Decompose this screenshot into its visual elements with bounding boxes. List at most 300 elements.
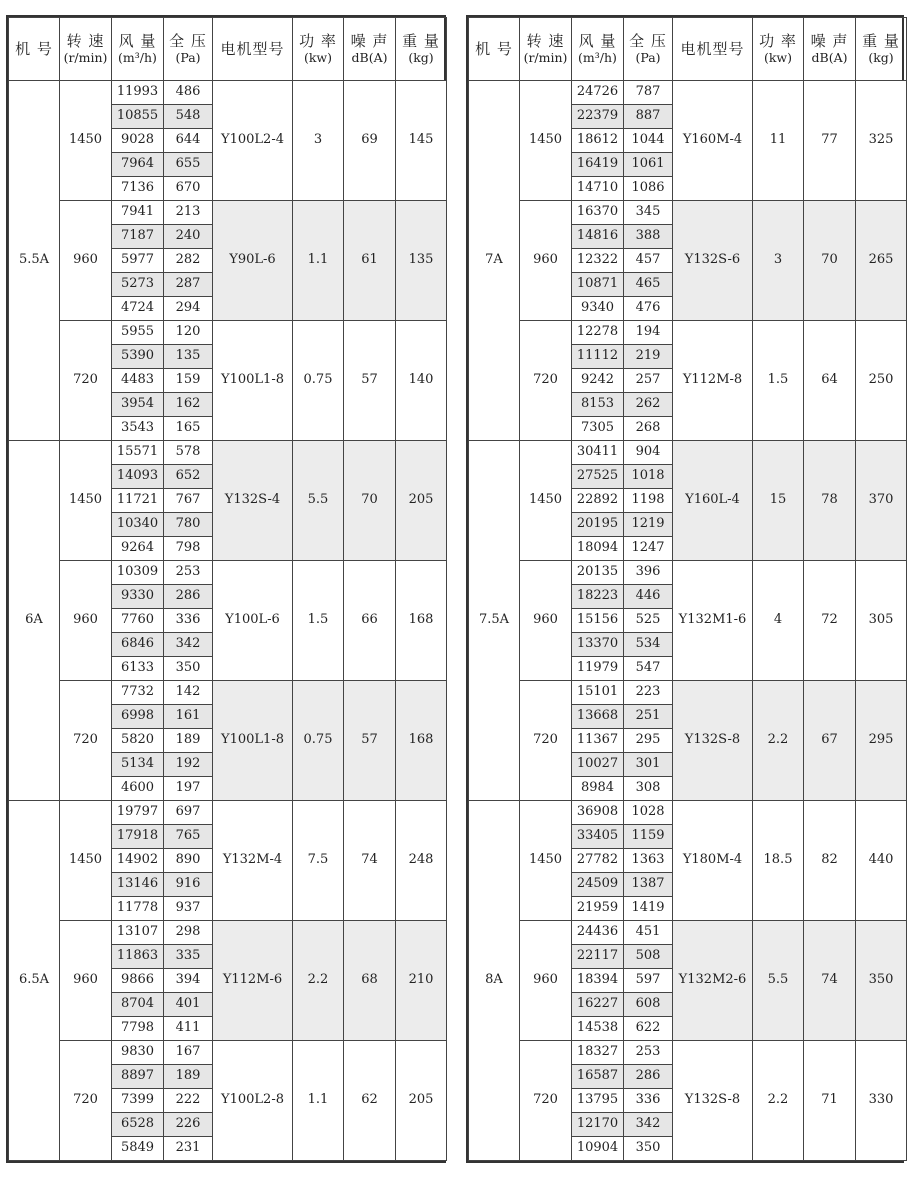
flow-cell: 11863 — [112, 945, 164, 969]
flow-cell: 10309 — [112, 561, 164, 585]
header-weight: 重 量 (kg) — [856, 18, 907, 81]
flow-cell: 6998 — [112, 705, 164, 729]
flow-cell: 5820 — [112, 729, 164, 753]
pressure-cell: 194 — [624, 321, 673, 345]
pressure-cell: 1018 — [624, 465, 673, 489]
motor-cell: Y160L-4 — [673, 441, 753, 561]
flow-cell: 16587 — [572, 1065, 624, 1089]
pressure-cell: 765 — [164, 825, 213, 849]
flow-cell: 5849 — [112, 1137, 164, 1161]
pressure-cell: 350 — [164, 657, 213, 681]
pressure-cell: 1219 — [624, 513, 673, 537]
power-cell: 1.1 — [293, 1041, 344, 1161]
motor-cell: Y132S-8 — [673, 681, 753, 801]
weight-cell: 330 — [856, 1041, 907, 1161]
pressure-cell: 336 — [164, 609, 213, 633]
pressure-cell: 345 — [624, 201, 673, 225]
weight-cell: 140 — [396, 321, 447, 441]
flow-cell: 11721 — [112, 489, 164, 513]
speed-cell: 720 — [60, 321, 112, 441]
speed-cell: 960 — [520, 561, 572, 681]
flow-cell: 4483 — [112, 369, 164, 393]
flow-cell: 11367 — [572, 729, 624, 753]
flow-cell: 22379 — [572, 105, 624, 129]
pressure-cell: 394 — [164, 969, 213, 993]
pressure-cell: 890 — [164, 849, 213, 873]
flow-cell: 7305 — [572, 417, 624, 441]
spec-table-body — [469, 81, 907, 1161]
pressure-cell: 219 — [624, 345, 673, 369]
spec-table-body — [9, 81, 447, 1161]
power-cell: 3 — [293, 81, 344, 201]
motor-cell: Y112M-8 — [673, 321, 753, 441]
pressure-cell: 308 — [624, 777, 673, 801]
flow-cell: 13668 — [572, 705, 624, 729]
model-cell: 5.5A — [9, 81, 60, 441]
pressure-cell: 223 — [624, 681, 673, 705]
pressure-cell: 1086 — [624, 177, 673, 201]
flow-cell: 9028 — [112, 129, 164, 153]
noise-cell: 57 — [344, 681, 396, 801]
header-weight: 重 量 (kg) — [396, 18, 447, 81]
flow-cell: 12278 — [572, 321, 624, 345]
table-row — [469, 81, 907, 105]
pressure-cell: 197 — [164, 777, 213, 801]
table-row — [9, 441, 447, 465]
power-cell: 5.5 — [753, 921, 804, 1041]
motor-cell: Y100L1-8 — [213, 321, 293, 441]
pressure-cell: 486 — [164, 81, 213, 105]
weight-cell: 440 — [856, 801, 907, 921]
pressure-cell: 476 — [624, 297, 673, 321]
flow-cell: 24509 — [572, 873, 624, 897]
flow-cell: 14902 — [112, 849, 164, 873]
flow-cell: 10340 — [112, 513, 164, 537]
motor-cell: Y100L2-4 — [213, 81, 293, 201]
table-row — [469, 801, 907, 825]
speed-cell: 960 — [60, 561, 112, 681]
header-power: 功 率 (kw) — [293, 18, 344, 81]
pressure-cell: 1044 — [624, 129, 673, 153]
flow-cell: 24436 — [572, 921, 624, 945]
pressure-cell: 159 — [164, 369, 213, 393]
noise-cell: 74 — [344, 801, 396, 921]
table-row — [9, 321, 447, 345]
flow-cell: 11979 — [572, 657, 624, 681]
pressure-cell: 547 — [624, 657, 673, 681]
flow-cell: 8153 — [572, 393, 624, 417]
speed-cell: 1450 — [520, 441, 572, 561]
power-cell: 1.1 — [293, 201, 344, 321]
flow-cell: 7732 — [112, 681, 164, 705]
header-model: 机 号 — [9, 18, 60, 81]
pressure-cell: 253 — [164, 561, 213, 585]
flow-cell: 12322 — [572, 249, 624, 273]
noise-cell: 70 — [344, 441, 396, 561]
pressure-cell: 189 — [164, 1065, 213, 1089]
pressure-cell: 336 — [624, 1089, 673, 1113]
noise-cell: 61 — [344, 201, 396, 321]
pressure-cell: 342 — [164, 633, 213, 657]
pressure-cell: 525 — [624, 609, 673, 633]
noise-cell: 68 — [344, 921, 396, 1041]
pressure-cell: 1363 — [624, 849, 673, 873]
power-cell: 15 — [753, 441, 804, 561]
flow-cell: 9330 — [112, 585, 164, 609]
pressure-cell: 1028 — [624, 801, 673, 825]
flow-cell: 6846 — [112, 633, 164, 657]
weight-cell: 265 — [856, 201, 907, 321]
header-noise: 噪 声 dB(A) — [344, 18, 396, 81]
noise-cell: 66 — [344, 561, 396, 681]
noise-cell: 62 — [344, 1041, 396, 1161]
pressure-cell: 1198 — [624, 489, 673, 513]
flow-cell: 36908 — [572, 801, 624, 825]
weight-cell: 168 — [396, 681, 447, 801]
model-cell: 6.5A — [9, 801, 60, 1161]
pressure-cell: 578 — [164, 441, 213, 465]
speed-cell: 1450 — [60, 81, 112, 201]
weight-cell: 168 — [396, 561, 447, 681]
table-row — [9, 201, 447, 225]
flow-cell: 13146 — [112, 873, 164, 897]
noise-cell: 67 — [804, 681, 856, 801]
flow-cell: 18094 — [572, 537, 624, 561]
flow-cell: 9242 — [572, 369, 624, 393]
pressure-cell: 451 — [624, 921, 673, 945]
noise-cell: 70 — [804, 201, 856, 321]
motor-cell: Y100L1-8 — [213, 681, 293, 801]
speed-cell: 720 — [60, 1041, 112, 1161]
pressure-cell: 767 — [164, 489, 213, 513]
flow-cell: 5977 — [112, 249, 164, 273]
noise-cell: 74 — [804, 921, 856, 1041]
spec-table-left — [6, 15, 446, 1163]
power-cell: 2.2 — [753, 1041, 804, 1161]
speed-cell: 720 — [520, 681, 572, 801]
weight-cell: 250 — [856, 321, 907, 441]
flow-cell: 20135 — [572, 561, 624, 585]
pressure-cell: 295 — [624, 729, 673, 753]
speed-cell: 720 — [520, 1041, 572, 1161]
fan-spec-table — [8, 17, 447, 1161]
pressure-cell: 916 — [164, 873, 213, 897]
pressure-cell: 396 — [624, 561, 673, 585]
pressure-cell: 670 — [164, 177, 213, 201]
noise-cell: 78 — [804, 441, 856, 561]
flow-cell: 10855 — [112, 105, 164, 129]
flow-cell: 15156 — [572, 609, 624, 633]
pressure-cell: 534 — [624, 633, 673, 657]
pressure-cell: 446 — [624, 585, 673, 609]
noise-cell: 64 — [804, 321, 856, 441]
pressure-cell: 192 — [164, 753, 213, 777]
model-cell: 6A — [9, 441, 60, 801]
pressure-cell: 167 — [164, 1041, 213, 1065]
table-row — [9, 921, 447, 945]
header-noise: 噪 声 dB(A) — [804, 18, 856, 81]
speed-cell: 960 — [520, 201, 572, 321]
table-row — [469, 201, 907, 225]
flow-cell: 11993 — [112, 81, 164, 105]
flow-cell: 19797 — [112, 801, 164, 825]
flow-cell: 18327 — [572, 1041, 624, 1065]
pressure-cell: 286 — [164, 585, 213, 609]
weight-cell: 370 — [856, 441, 907, 561]
weight-cell: 135 — [396, 201, 447, 321]
pressure-cell: 162 — [164, 393, 213, 417]
power-cell: 1.5 — [753, 321, 804, 441]
power-cell: 2.2 — [753, 681, 804, 801]
table-row — [469, 681, 907, 705]
flow-cell: 27782 — [572, 849, 624, 873]
motor-cell: Y180M-4 — [673, 801, 753, 921]
flow-cell: 4724 — [112, 297, 164, 321]
model-cell: 7A — [469, 81, 520, 441]
flow-cell: 27525 — [572, 465, 624, 489]
motor-cell: Y132S-8 — [673, 1041, 753, 1161]
table-row — [469, 321, 907, 345]
speed-cell: 1450 — [520, 801, 572, 921]
spec-table-right — [466, 15, 904, 1163]
pressure-cell: 240 — [164, 225, 213, 249]
table-row — [9, 1041, 447, 1065]
table-row — [9, 681, 447, 705]
flow-cell: 33405 — [572, 825, 624, 849]
pressure-cell: 213 — [164, 201, 213, 225]
noise-cell: 82 — [804, 801, 856, 921]
model-cell: 7.5A — [469, 441, 520, 801]
motor-cell: Y132M2-6 — [673, 921, 753, 1041]
flow-cell: 7399 — [112, 1089, 164, 1113]
weight-cell: 295 — [856, 681, 907, 801]
weight-cell: 205 — [396, 1041, 447, 1161]
flow-cell: 22117 — [572, 945, 624, 969]
flow-cell: 8897 — [112, 1065, 164, 1089]
flow-cell: 7941 — [112, 201, 164, 225]
pressure-cell: 350 — [624, 1137, 673, 1161]
flow-cell: 15101 — [572, 681, 624, 705]
flow-cell: 21959 — [572, 897, 624, 921]
flow-cell: 8704 — [112, 993, 164, 1017]
pressure-cell: 937 — [164, 897, 213, 921]
flow-cell: 22892 — [572, 489, 624, 513]
flow-cell: 16370 — [572, 201, 624, 225]
flow-cell: 14816 — [572, 225, 624, 249]
pressure-cell: 697 — [164, 801, 213, 825]
pressure-cell: 401 — [164, 993, 213, 1017]
weight-cell: 205 — [396, 441, 447, 561]
header-flow: 风 量 (m³/h) — [112, 18, 164, 81]
noise-cell: 71 — [804, 1041, 856, 1161]
flow-cell: 11112 — [572, 345, 624, 369]
pressure-cell: 282 — [164, 249, 213, 273]
flow-cell: 7964 — [112, 153, 164, 177]
flow-cell: 7760 — [112, 609, 164, 633]
fan-spec-table — [468, 17, 907, 1161]
pressure-cell: 548 — [164, 105, 213, 129]
speed-cell: 1450 — [60, 441, 112, 561]
motor-cell: Y160M-4 — [673, 81, 753, 201]
power-cell: 3 — [753, 201, 804, 321]
flow-cell: 13107 — [112, 921, 164, 945]
pressure-cell: 652 — [164, 465, 213, 489]
noise-cell: 77 — [804, 81, 856, 201]
pressure-cell: 135 — [164, 345, 213, 369]
power-cell: 0.75 — [293, 321, 344, 441]
header-pressure: 全 压 (Pa) — [164, 18, 213, 81]
flow-cell: 3543 — [112, 417, 164, 441]
flow-cell: 14538 — [572, 1017, 624, 1041]
model-cell: 8A — [469, 801, 520, 1161]
pressure-cell: 597 — [624, 969, 673, 993]
flow-cell: 10027 — [572, 753, 624, 777]
flow-cell: 7187 — [112, 225, 164, 249]
weight-cell: 145 — [396, 81, 447, 201]
motor-cell: Y132S-6 — [673, 201, 753, 321]
pressure-cell: 301 — [624, 753, 673, 777]
pressure-cell: 298 — [164, 921, 213, 945]
pressure-cell: 780 — [164, 513, 213, 537]
flow-cell: 5390 — [112, 345, 164, 369]
pressure-cell: 1387 — [624, 873, 673, 897]
flow-cell: 30411 — [572, 441, 624, 465]
flow-cell: 8984 — [572, 777, 624, 801]
pressure-cell: 465 — [624, 273, 673, 297]
pressure-cell: 644 — [164, 129, 213, 153]
pressure-cell: 251 — [624, 705, 673, 729]
power-cell: 0.75 — [293, 681, 344, 801]
power-cell: 18.5 — [753, 801, 804, 921]
flow-cell: 13370 — [572, 633, 624, 657]
header-speed: 转 速 (r/min) — [60, 18, 112, 81]
pressure-cell: 1419 — [624, 897, 673, 921]
pressure-cell: 335 — [164, 945, 213, 969]
pressure-cell: 787 — [624, 81, 673, 105]
pressure-cell: 1061 — [624, 153, 673, 177]
flow-cell: 6528 — [112, 1113, 164, 1137]
weight-cell: 210 — [396, 921, 447, 1041]
weight-cell: 248 — [396, 801, 447, 921]
header-speed: 转 速 (r/min) — [520, 18, 572, 81]
table-row — [469, 561, 907, 585]
table-row — [469, 441, 907, 465]
table-row — [9, 801, 447, 825]
header-flow: 风 量 (m³/h) — [572, 18, 624, 81]
motor-cell: Y112M-6 — [213, 921, 293, 1041]
pressure-cell: 1247 — [624, 537, 673, 561]
pressure-cell: 608 — [624, 993, 673, 1017]
flow-cell: 18394 — [572, 969, 624, 993]
speed-cell: 960 — [60, 201, 112, 321]
speed-cell: 720 — [60, 681, 112, 801]
flow-cell: 24726 — [572, 81, 624, 105]
weight-cell: 325 — [856, 81, 907, 201]
flow-cell: 18223 — [572, 585, 624, 609]
table-row — [9, 561, 447, 585]
flow-cell: 6133 — [112, 657, 164, 681]
pressure-cell: 262 — [624, 393, 673, 417]
header-motor: 电机型号 — [673, 18, 753, 81]
pressure-cell: 294 — [164, 297, 213, 321]
flow-cell: 11778 — [112, 897, 164, 921]
pressure-cell: 222 — [164, 1089, 213, 1113]
flow-cell: 9264 — [112, 537, 164, 561]
motor-cell: Y132S-4 — [213, 441, 293, 561]
flow-cell: 13795 — [572, 1089, 624, 1113]
table-row — [9, 81, 447, 105]
pressure-cell: 231 — [164, 1137, 213, 1161]
flow-cell: 9866 — [112, 969, 164, 993]
flow-cell: 9830 — [112, 1041, 164, 1065]
flow-cell: 14710 — [572, 177, 624, 201]
power-cell: 2.2 — [293, 921, 344, 1041]
power-cell: 11 — [753, 81, 804, 201]
speed-cell: 1450 — [520, 81, 572, 201]
pressure-cell: 655 — [164, 153, 213, 177]
noise-cell: 57 — [344, 321, 396, 441]
flow-cell: 5134 — [112, 753, 164, 777]
flow-cell: 10871 — [572, 273, 624, 297]
pressure-cell: 161 — [164, 705, 213, 729]
flow-cell: 12170 — [572, 1113, 624, 1137]
pressure-cell: 798 — [164, 537, 213, 561]
header-row — [9, 18, 447, 81]
flow-cell: 18612 — [572, 129, 624, 153]
table-row — [469, 1041, 907, 1065]
flow-cell: 15571 — [112, 441, 164, 465]
pressure-cell: 508 — [624, 945, 673, 969]
flow-cell: 4600 — [112, 777, 164, 801]
motor-cell: Y132M-4 — [213, 801, 293, 921]
pressure-cell: 342 — [624, 1113, 673, 1137]
pressure-cell: 287 — [164, 273, 213, 297]
pressure-cell: 887 — [624, 105, 673, 129]
flow-cell: 7798 — [112, 1017, 164, 1041]
speed-cell: 720 — [520, 321, 572, 441]
pressure-cell: 257 — [624, 369, 673, 393]
noise-cell: 69 — [344, 81, 396, 201]
table-row — [469, 921, 907, 945]
header-power: 功 率 (kw) — [753, 18, 804, 81]
power-cell: 1.5 — [293, 561, 344, 681]
power-cell: 4 — [753, 561, 804, 681]
weight-cell: 350 — [856, 921, 907, 1041]
flow-cell: 5273 — [112, 273, 164, 297]
pressure-cell: 622 — [624, 1017, 673, 1041]
flow-cell: 5955 — [112, 321, 164, 345]
speed-cell: 960 — [60, 921, 112, 1041]
pressure-cell: 120 — [164, 321, 213, 345]
flow-cell: 10904 — [572, 1137, 624, 1161]
motor-cell: Y90L-6 — [213, 201, 293, 321]
pressure-cell: 165 — [164, 417, 213, 441]
motor-cell: Y100L-6 — [213, 561, 293, 681]
flow-cell: 16419 — [572, 153, 624, 177]
flow-cell: 7136 — [112, 177, 164, 201]
speed-cell: 960 — [520, 921, 572, 1041]
power-cell: 5.5 — [293, 441, 344, 561]
pressure-cell: 268 — [624, 417, 673, 441]
speed-cell: 1450 — [60, 801, 112, 921]
pressure-cell: 457 — [624, 249, 673, 273]
flow-cell: 9340 — [572, 297, 624, 321]
noise-cell: 72 — [804, 561, 856, 681]
flow-cell: 14093 — [112, 465, 164, 489]
pressure-cell: 904 — [624, 441, 673, 465]
header-motor: 电机型号 — [213, 18, 293, 81]
pressure-cell: 226 — [164, 1113, 213, 1137]
